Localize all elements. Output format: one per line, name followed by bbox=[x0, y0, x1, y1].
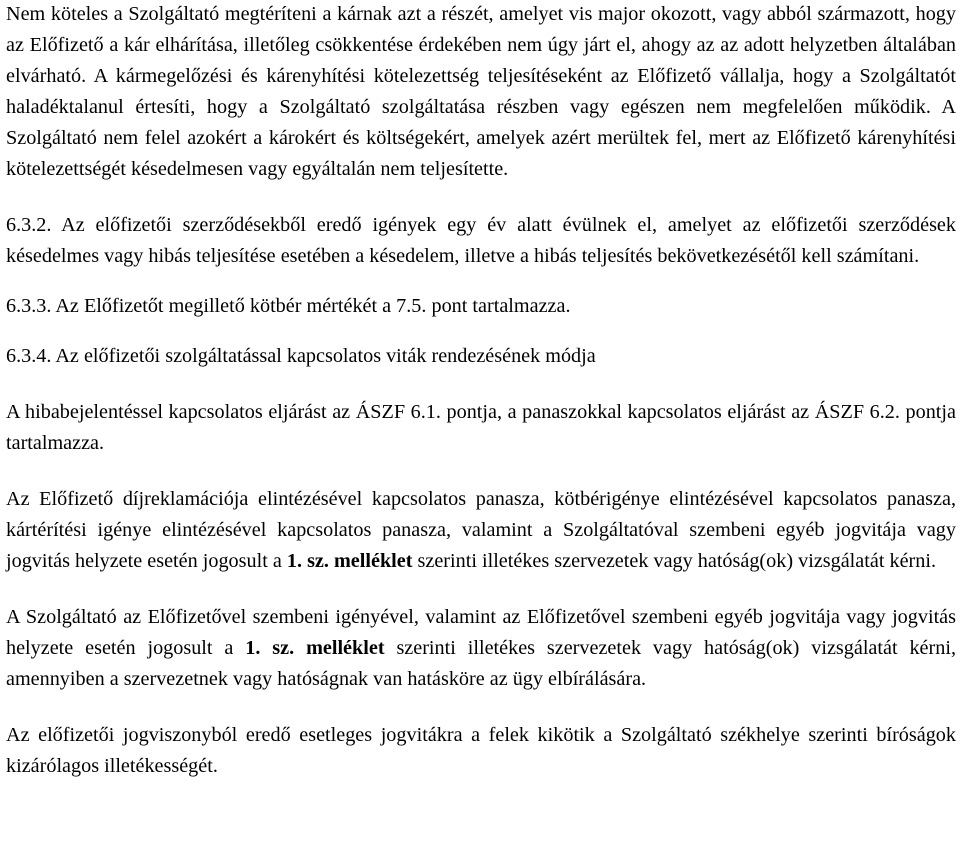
fault-report-paragraph: A hibabejelentéssel kapcsolatos eljárást az ÁSZF 6.1. pontja, a panaszokkal kapcsolatos eljárást az ÁSZF 6.2. pontja tartalmazza. bbox=[6, 401, 956, 454]
section-6-3-4-heading: 6.3.4. Az előfizetői szolgáltatással kapcsolatos viták rendezésének módja bbox=[6, 345, 596, 367]
provider-text-start: A Szolgáltató az Előfizetővel szembeni igényével, valamint az Előfizetővel szembeni egyéb jogvitája vagy jogvitás helyzete esetén jogosult a bbox=[6, 606, 956, 659]
annex-reference-word: melléklet bbox=[306, 637, 385, 659]
document-page bbox=[6, 0, 956, 782]
provider-text-end: szerinti illetékes szervezetek vagy hatóság(ok) vizsgálatát kérni, amennyiben a szervezetnek vagy hatóságnak van hatásköre az ügy elbírálására. bbox=[6, 637, 956, 690]
liability-paragraph: Nem köteles a Szolgáltató megtéríteni a kárnak azt a részét, amelyet vis major okozott, vagy abból származott, hogy az Előfizető a kár elhárítása, illetőleg csökkentése érdekében nem úgy járt el, ahogy az az adott helyzetben általában elvárható. A kármegelőzési és kárenyhítési kötelezettség teljesítéseként az Előfizető vállalja, hogy a Szolgáltatót haladéktalanul értesíti, hogy a Szolgáltató szolgáltatása részben vagy egészen nem megfelelően működik. A Szolgáltató nem felel azokért a károkért és költségekért, amelyek azért merültek fel, mert az Előfizető kárenyhítési kötelezettségét késedelmesen vagy egyáltalán nem teljesítette. bbox=[6, 3, 956, 180]
annex-reference-number: 1. sz. bbox=[286, 550, 329, 572]
complaint-paragraph bbox=[6, 484, 956, 577]
complaint-text-end: szerinti illetékes szervezetek vagy hatóság(ok) vizsgálatát kérni. bbox=[412, 550, 937, 572]
jurisdiction-paragraph: Az előfizetői jogviszonyból eredő esetleges jogvitákra a felek kikötik a Szolgáltató székhelye szerinti bíróságok kizárólagos illetékességét. bbox=[6, 724, 956, 777]
provider-space bbox=[294, 637, 306, 659]
annex-reference-word: melléklet bbox=[333, 550, 413, 572]
annex-reference-number: 1. sz. bbox=[245, 637, 295, 659]
complaint-text-start: Az Előfizető díjreklamációja elintézésével kapcsolatos panasza, kötbérigénye elintézésével kapcsolatos panasza, kártérítési igénye elintézésével kapcsolatos panasza, valamint a Szolgáltatóval szembeni egyéb jogvitája vagy jogvitás helyzete esetén jogosult a bbox=[6, 488, 956, 572]
section-6-3-3-paragraph: 6.3.3. Az Előfizetőt megillető kötbér mértékét a 7.5. pont tartalmazza. bbox=[6, 295, 571, 317]
section-6-3-2-paragraph: 6.3.2. Az előfizetői szerződésekből eredő igények egy év alatt évülnek el, amelyet az előfizetői szerződések késedelmes vagy hibás teljesítése esetében a késedelem, illetve a hibás teljesítés bekövetkezésétől kell számítani. bbox=[6, 214, 956, 267]
provider-claims-paragraph bbox=[6, 602, 956, 695]
